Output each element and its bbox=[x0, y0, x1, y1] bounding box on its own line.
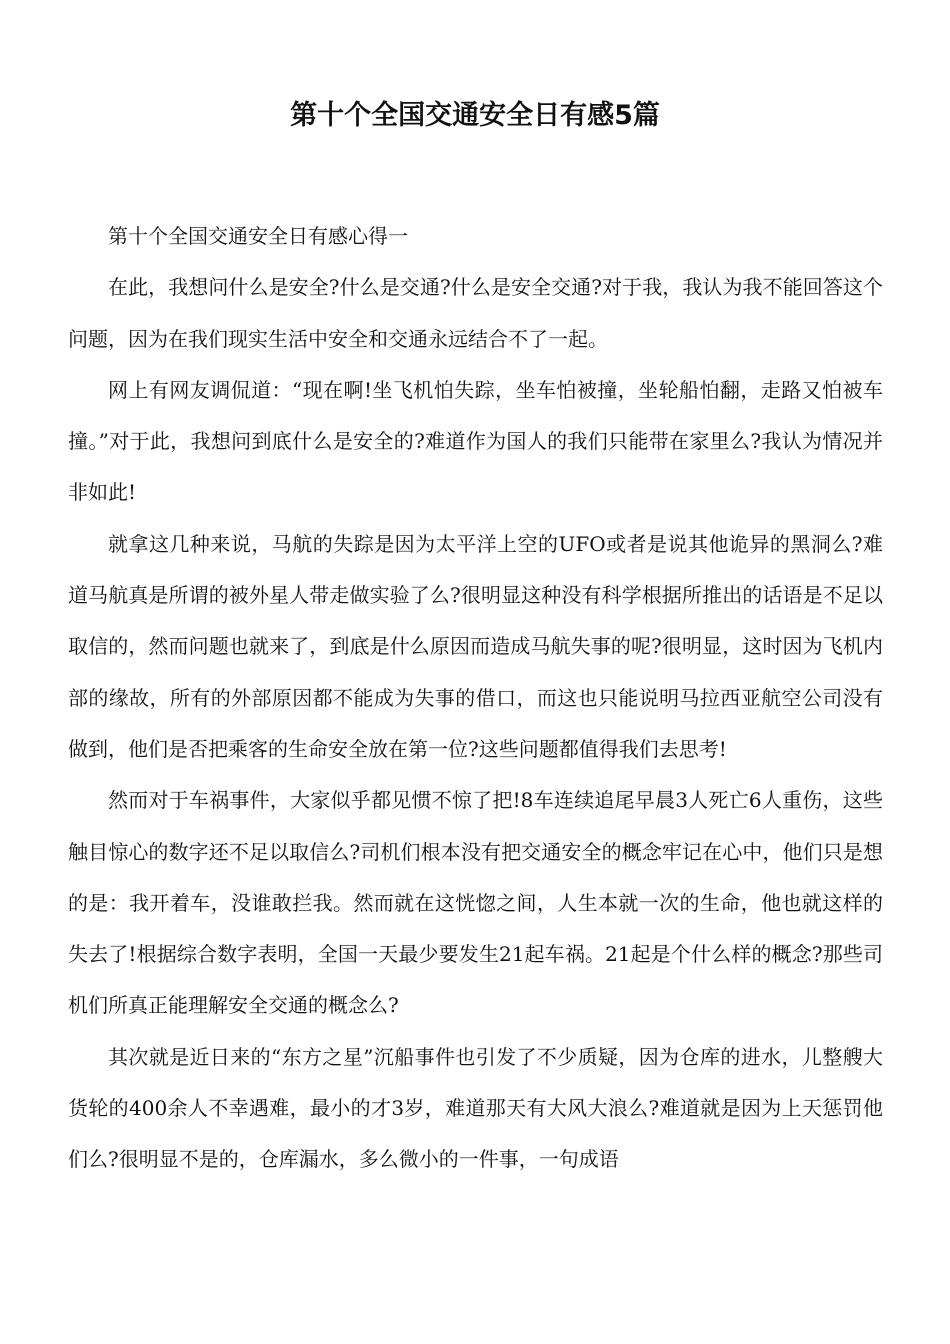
document-title: 第十个全国交通安全日有感5篇 bbox=[290, 100, 660, 131]
paragraph: 网上有网友调侃道：“现在啊!坐飞机怕失踪，坐车怕被撞，坐轮船怕翻，走路又怕被车撞。”对于此，我想问到底什么是安全的?难道作为国人的我们只能带在家里么?我认为情况并非如此! bbox=[68, 377, 883, 505]
paragraph: 就拿这几种来说，马航的失踪是因为太平洋上空的UFO或者是说其他诡异的黑洞么?难道马航真是所谓的被外星人带走做实验了么?很明显这种没有科学根据所推出的话语是不足以取信的，然而问题也就来了，到底是什么原因而造成马航失事的呢?很明显，这时因为飞机内部的缘故，所有的外部原因都不能成为失事的借口，而这也只能说明马拉西亚航空公司没有做到，他们是否把乘客的生命安全放在第一位?这些问题都值得我们去思考! bbox=[68, 531, 883, 761]
paragraph: 其次就是近日来的“东方之星”沉船事件也引发了不少质疑，因为仓库的进水，儿整艘大货轮的400余人不幸遇难，最小的才3岁，难道那天有大风大浪么?难道就是因为上天惩罚他们么?很明显不是的，仓库漏水，多么微小的一件事，一句成语 bbox=[68, 1044, 883, 1172]
paragraph: 然而对于车祸事件，大家似乎都见惯不惊了把!8车连续追尾早晨3人死亡6人重伤，这些触目惊心的数字还不足以取信么?司机们根本没有把交通安全的概念牢记在心中，他们只是想的是：我开着车，没谁敢拦我。然而就在这恍惚之间，人生本就一次的生命，他也就这样的失去了!根据综合数字表明，全国一天最少要发生21起车祸。21起是个什么样的概念?那些司机们所真正能理解安全交通的概念么? bbox=[68, 788, 883, 1018]
paragraph: 在此，我想问什么是安全?什么是交通?什么是安全交通?对于我，我认为我不能回答这个问题，因为在我们现实生活中安全和交通永远结合不了一起。 bbox=[68, 275, 883, 351]
section-heading: 第十个全国交通安全日有感心得一 bbox=[108, 224, 408, 248]
document-body bbox=[68, 211, 883, 1186]
